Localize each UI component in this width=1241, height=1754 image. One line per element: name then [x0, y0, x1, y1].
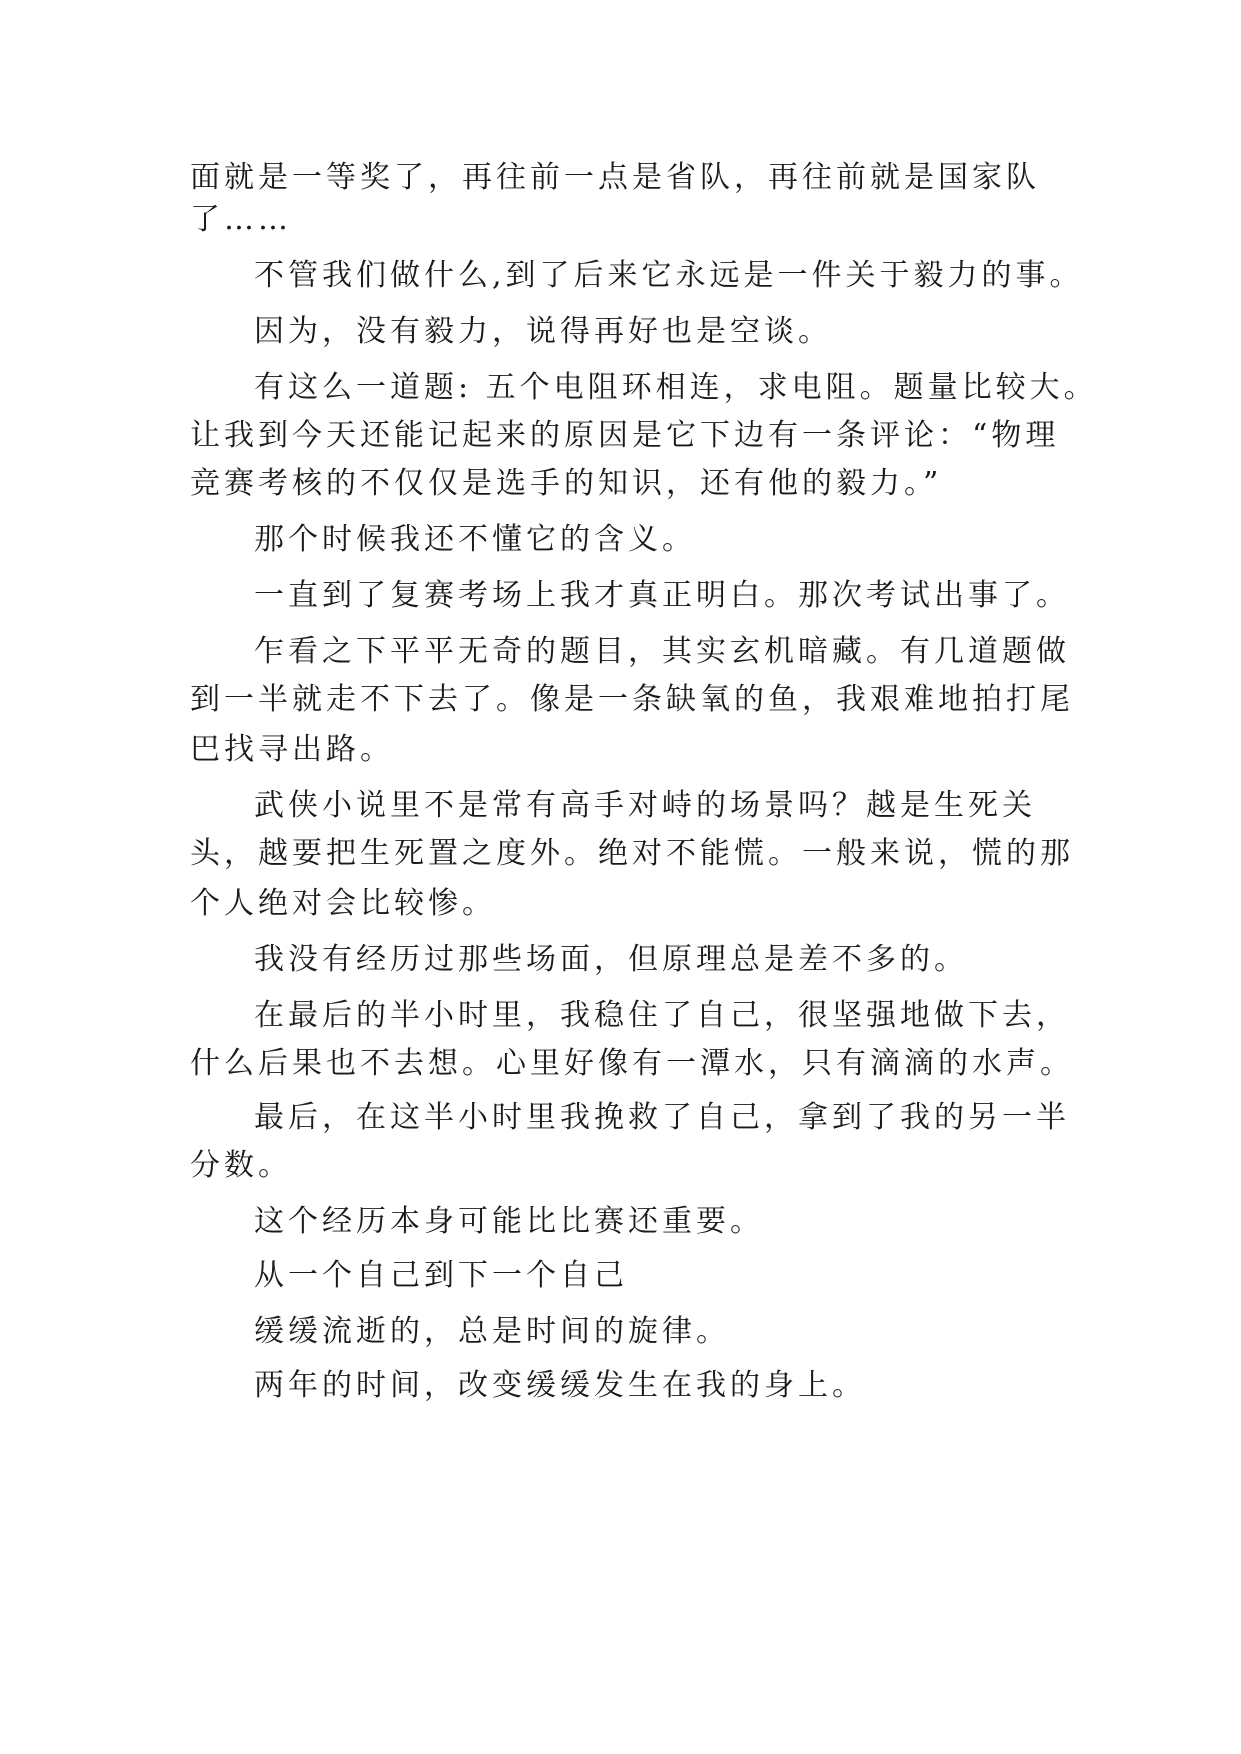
text-line: 面就是一等奖了，再往前一点是省队，再往前就是国家队 [190, 160, 1040, 195]
text-line: 最后，在这半小时里我挽救了自己，拿到了我的另一半 [254, 1100, 1070, 1135]
text-line: 乍看之下平平无奇的题目，其实玄机暗藏。有几道题做 [254, 634, 1070, 669]
text-line: 因为，没有毅力，说得再好也是空谈。 [254, 314, 832, 349]
text-line: 在最后的半小时里，我稳住了自己，很坚强地做下去， [254, 998, 1070, 1033]
text-line: 两年的时间，改变缓缓发生在我的身上。 [254, 1368, 866, 1403]
text-line: 从一个自己到下一个自己 [254, 1258, 628, 1293]
text-line: 有这么一道题: 五个电阻环相连，求电阻。题量比较大。 [254, 370, 1098, 405]
text-line: 什么后果也不去想。心里好像有一潭水，只有滴滴的水声。 [190, 1046, 1074, 1081]
text-line: 巴找寻出路。 [190, 732, 394, 767]
text-line: 让我到今天还能记起来的原因是它下边有一条评论：“物理 [190, 418, 1060, 453]
text-line: 了…… [190, 202, 292, 237]
text-line: 武侠小说里不是常有高手对峙的场景吗？越是生死关 [254, 788, 1036, 823]
text-line: 我没有经历过那些场面，但原理总是差不多的。 [254, 942, 968, 977]
text-line: 缓缓流逝的，总是时间的旋律。 [254, 1314, 730, 1349]
text-line: 个人绝对会比较惨。 [190, 886, 496, 921]
text-line: 这个经历本身可能比比赛还重要。 [254, 1204, 764, 1239]
text-line: 分数。 [190, 1148, 292, 1183]
text-line: 不管我们做什么,到了后来它永远是一件关于毅力的事。 [254, 258, 1084, 293]
text-line: 竞赛考核的不仅仅是选手的知识，还有他的毅力。” [190, 466, 943, 501]
text-line: 到一半就走不下去了。像是一条缺氧的鱼，我艰难地拍打尾 [190, 682, 1074, 717]
text-line: 一直到了复赛考场上我才真正明白。那次考试出事了。 [254, 578, 1070, 613]
text-line: 那个时候我还不懂它的含义。 [254, 522, 696, 557]
text-line: 头，越要把生死置之度外。绝对不能慌。一般来说，慌的那 [190, 836, 1074, 871]
